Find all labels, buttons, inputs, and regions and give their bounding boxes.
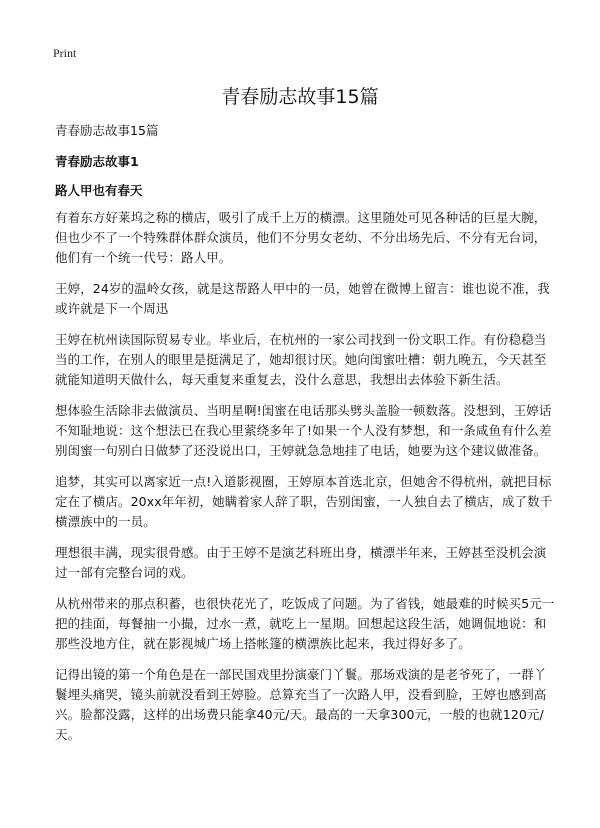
paragraph: 想体验生活除非去做演员、当明星啊!闺蜜在电话那头劈头盖脸一顿数落。没想到，王婷话不知耻地说：这个想法已在我心里萦绕多年了!如果一个人没有梦想，和一条咸鱼有什么差别闺蜜一句别白日做梦了还没说出口，王婷就急急地挂了电话，她要为这个建议做准备。 [55,403,552,458]
article-body [55,208,555,756]
paragraph: 追梦，其实可以离家近一点!入道影视圈，王婷原本首选北京，但她舍不得杭州，就把目标定在了横店。20xx年年初，她瞒着家人辞了职，告别闺蜜，一人独自去了横店，成了数千横漂族中的一员。 [55,474,553,529]
document-subtitle: 青春励志故事15篇 [55,123,159,138]
paragraph: 王婷在杭州读国际贸易专业。毕业后，在杭州的一家公司找到一份文职工作。有份稳稳当当的工作，在别人的眼里是挺满足了，她却很讨厌。她向闺蜜吐槽：朝九晚五，今天甚至就能知道明天做什么，每天重复来重复去，没什么意思，我想出去体验下新生活。 [55,332,547,387]
page-title: 青春励志故事15篇 [221,86,379,108]
paragraph: 从杭州带来的那点积蓄，也很快花光了，吃饭成了问题。为了省钱，她最难的时候买5元一把的挂面，每餐抽一小撮，过水一煮，就吃上一星期。回想起这段生活，她调侃地说：和那些没地方住，就在影视城广场上搭帐篷的横漂族比起来，我过得好多了。 [55,596,555,651]
paragraph: 王婷，24岁的温岭女孩，就是这帮路人甲中的一员，她曾在微博上留言：谁也说不准，我或许就是下一个周迅 [55,281,550,316]
paragraph: 记得出镜的第一个角色是在一部民国戏里扮演豪门丫鬟。那场戏演的是老爷死了，一群丫鬟埋头痛哭，镜头前就没看到王婷脸。总算充当了一次路人甲，没看到脸，王婷也感到高兴。脸都没露，这样的出场费只能拿40元/天。最高的一天拿300元，一般的也就120元/天。 [55,667,547,742]
print-link[interactable]: Print [53,46,77,60]
paragraph: 有着东方好莱坞之称的横店，吸引了成千上万的横漂。这里随处可见各种话的巨星大腕，但也少不了一个特殊群体群众演员，他们不分男女老幼、不分出场先后、不分有无台词，他们有一个统一代号：路人甲。 [55,210,547,265]
story-title: 路人甲也有春天 [55,183,143,198]
section-heading: 青春励志故事1 [55,154,139,169]
paragraph: 理想很丰满，现实很骨感。由于王婷不是演艺科班出身，横漂半年来，王婷甚至没机会演过一部有完整台词的戏。 [55,545,547,580]
